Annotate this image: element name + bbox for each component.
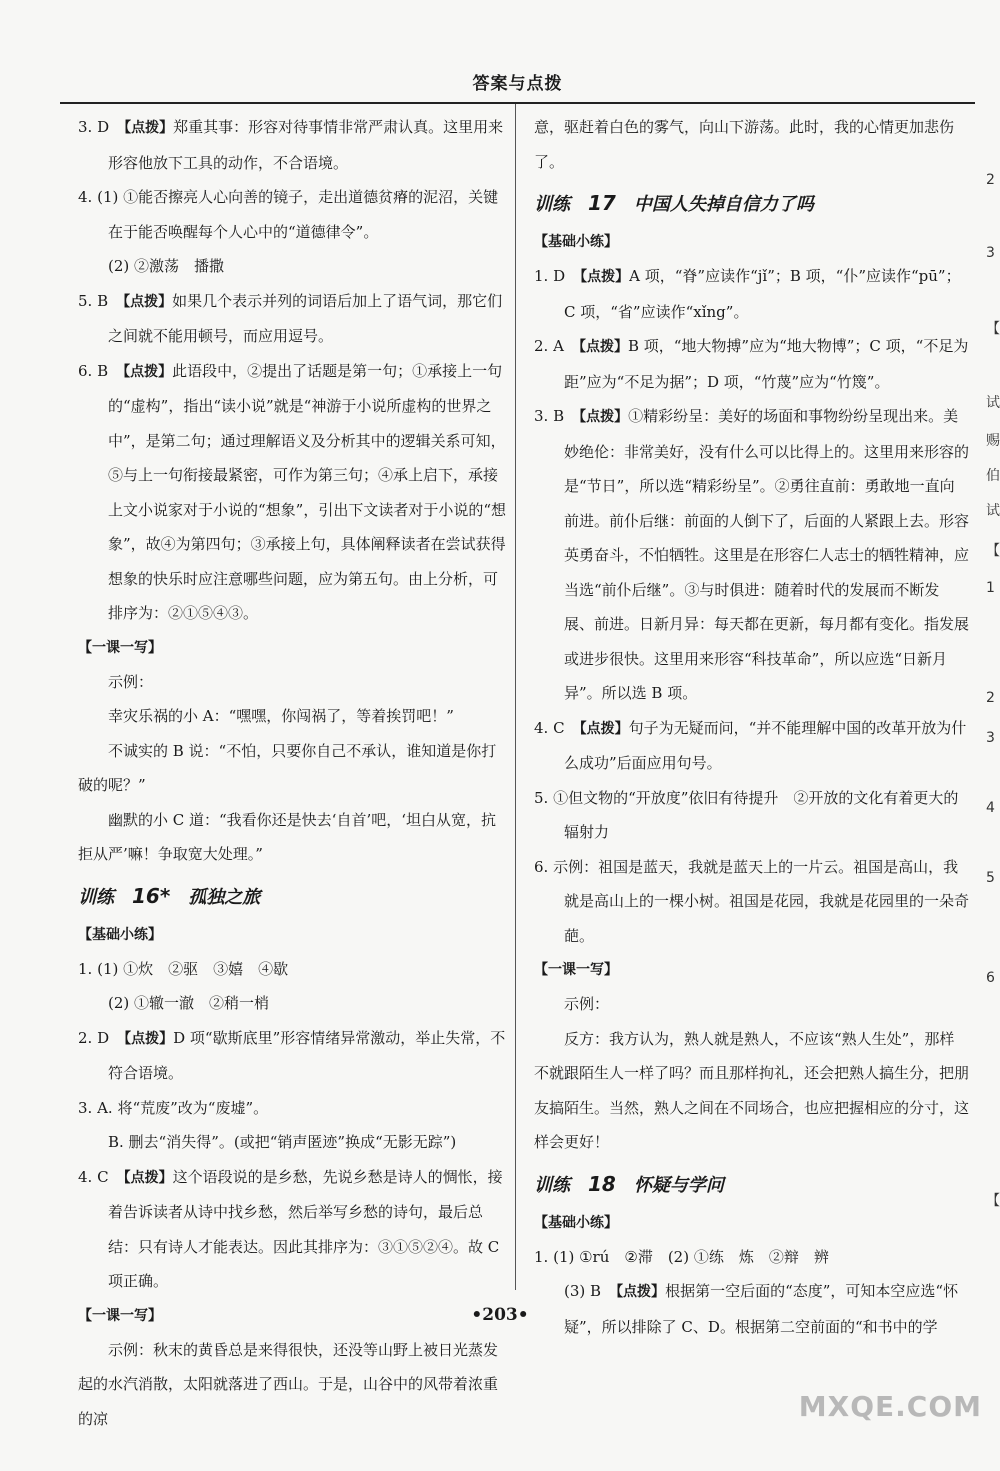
answer-item: 6. B 【点拨】此语段中，②提出了话题是第一句；①承接上一句的“虚构”，指出“读小说”就是“神游于小说所虚构的世界之中”，是第二句；通过理解语义及分析其中的逻辑关系可知，⑤与上一句衔接最紧密，可作为第三句；④承上启下，承接上文小说家对于小说的“想象”，引出下文读者对于小说的“想象”，故④为第四句；③承接上句，具体阐释读者在尝试获得想象的快乐时应注意哪些问题，应为第五句。由上分析，可排序为：②①⑤④③。 <box>78 361 507 622</box>
example-label: 示例： <box>108 672 154 691</box>
sub-heading: 【基础小练】 <box>78 926 162 943</box>
example-paragraph: 幽默的小 C 道：“我看你还是快去‘自首’吧，‘坦白从宽，抗拒从严’嘛！争取宽大处理。” <box>78 810 496 863</box>
next-page-edge: 2 3 【 试 赐 伯 试 【 1 2 3 4 5 6 【 <box>986 172 1000 1209</box>
example-paragraph: 幸灾乐祸的小 A：“嘿嘿，你闯祸了，等着挨罚吧！” <box>108 707 454 725</box>
answer-item: 1. (1) ①炊 ②驱 ③嬉 ④歇 <box>78 959 289 978</box>
answer-item: 5. ①但文物的“开放度”依旧有待提升 ②开放的文化有着更大的辐射力 <box>534 788 959 841</box>
answer-item: 1. D 【点拨】A 项，“脊”应读作“jǐ”；B 项，“仆”应读作“pū”；C 项，“省”应读作“xǐng”。 <box>534 267 961 321</box>
section-heading: 训练 18 怀疑与学问 <box>534 1171 724 1196</box>
sub-heading: 【基础小练】 <box>534 234 618 250</box>
example-paragraph: 不诚实的 B 说：“不怕，只要你自己不承认，谁知道是你打破的呢？” <box>78 741 497 794</box>
answer-item: B. 删去“消失得”。(或把“销声匿迹”换成“无影无踪”) <box>108 1133 457 1151</box>
right-column <box>534 110 969 1344</box>
answer-item: 4. C 【点拨】这个语段说的是乡愁，先说乡愁是诗人的惆怅，接着告诉读者从诗中找乡愁，然后举写乡愁的诗句，最后总结：只有诗人才能表达。因此其排序为：③①⑤②④。故 C 项正确。 <box>78 1167 503 1290</box>
answer-item: (3) B 【点拨】根据第一空后面的“态度”，可知本空应选“怀疑”，所以排除了 C、D。根据第二空前面的“和书中的学 <box>564 1282 959 1336</box>
sub-heading: 【一课一写】 <box>78 639 162 656</box>
answer-item: 2. D 【点拨】D 项“歇斯底里”形容情绪异常激动，举止失常，不符合语境。 <box>78 1028 506 1082</box>
answer-item: 4. C 【点拨】句子为无疑而问，“并不能理解中国的改革开放为什么成功”后面应用句号。 <box>534 718 967 772</box>
section-heading: 训练 17 中国人失掉自信力了吗 <box>534 191 814 215</box>
section-heading: 训练 16* 孤独之旅 <box>78 883 261 908</box>
answer-item: 3. D 【点拨】郑重其事：形容对待事情非常严肃认真。这里用来形容他放下工具的动作，不合语境。 <box>78 118 504 172</box>
answer-item: (2) ②激荡 播撒 <box>108 257 225 275</box>
column-divider <box>515 104 516 1290</box>
sub-heading: 【一课一写】 <box>534 962 618 978</box>
answer-item: 1. (1) ①rú ②滞 (2) ①练 炼 ②辩 辨 <box>534 1247 829 1266</box>
answer-item: 3. A. 将“荒废”改为“废墟”。 <box>78 1098 269 1117</box>
answer-item: 5. B 【点拨】如果几个表示并列的词语后加上了语气词，那它们之间就不能用顿号，而应用逗号。 <box>78 291 503 345</box>
example-label: 示例： <box>564 995 610 1013</box>
sub-heading: 【一课一写】 <box>78 1307 162 1324</box>
header-title: 答案与点拨 <box>472 74 563 94</box>
left-column <box>78 110 506 1436</box>
answer-item: 4. (1) ①能否擦亮人心向善的镜子，走出道德贫瘠的泥沼，关键在于能否唤醒每个人心中的“道德律令”。 <box>78 188 499 241</box>
continued-paragraph: 意，驱赶着白色的雾气，向山下游荡。此时，我的心情更加悲伤了。 <box>534 118 955 171</box>
page-number: •203• <box>471 1305 529 1325</box>
answer-item: (2) ①辙一澈 ②稍一梢 <box>108 994 270 1012</box>
answer-item: 2. A 【点拨】B 项，“地大物搏”应为“地大物博”；C 项，“不足为距”应为“不足为据”；D 项，“竹蔑”应为“竹篾”。 <box>534 337 969 391</box>
answer-item: 3. B 【点拨】①精彩纷呈：美好的场面和事物纷纷呈现出来。美妙绝伦：非常美好，没有什么可以比得上的。这里用来形容的是“节日”，所以选“精彩纷呈”。②勇往直前：勇敢地一直向前进。前仆后继：前面的人倒下了，后面的人紧跟上去。形容英勇奋斗，不怕牺牲。这里是在形容仁人志士的牺牲精神，应当选“前仆后继”。③与时俱进：随着时代的发展而不断发展、前进。日新月异：每天都在更新，每月都有变化。指发展或进步很快。这里用来形容“科技革命”，所以应选“日新月异”。所以选 B 项。 <box>534 407 970 702</box>
site-watermark: MXQE.COM <box>798 1390 982 1423</box>
example-paragraph: 反方：我方认为，熟人就是熟人，不应该“熟人生处”，那样不就跟陌生人一样了吗？而且那样拘礼，还会把熟人搞生分，把朋友搞陌生。当然，熟人之间在不同场合，也应把握相应的分寸，这样会更好！ <box>534 1029 970 1151</box>
answer-item: 6. 示例：祖国是蓝天，我就是蓝天上的一片云。祖国是高山，我就是高山上的一棵小树。祖国是花园，我就是花园里的一朵奇葩。 <box>534 857 970 945</box>
example-paragraph: 示例：秋末的黄昏总是来得很快，还没等山野上被日光蒸发起的水汽消散，太阳就落进了西山。于是，山谷中的风带着浓重的凉 <box>78 1340 499 1428</box>
sub-heading: 【基础小练】 <box>534 1214 618 1231</box>
page-header <box>60 72 975 104</box>
